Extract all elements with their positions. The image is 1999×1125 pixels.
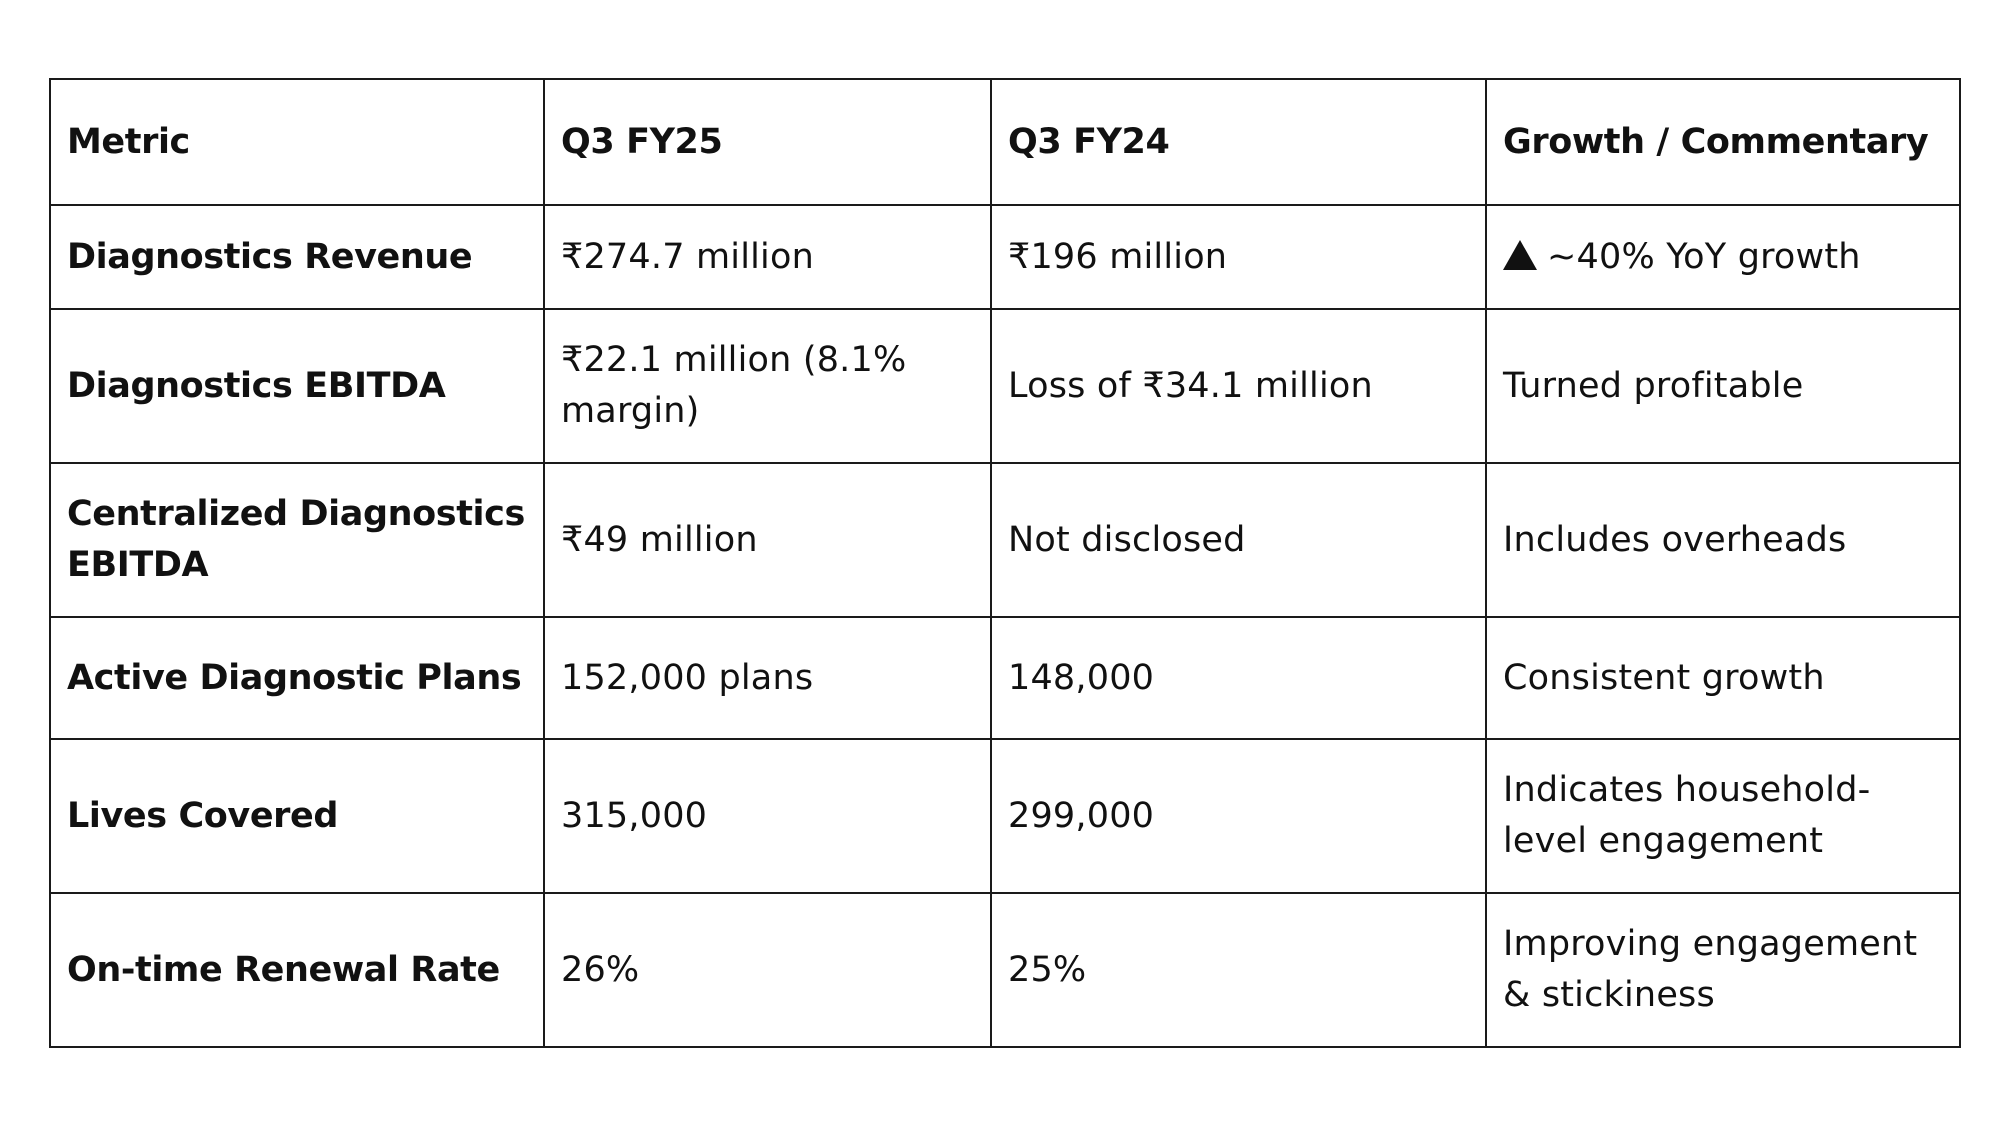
metrics-table-container bbox=[49, 78, 1961, 1048]
commentary-cell: Improving engagement & stickiness bbox=[1486, 893, 1960, 1047]
table-header-row bbox=[50, 79, 1960, 205]
commentary-cell: Consistent growth bbox=[1486, 617, 1960, 739]
q3-fy25-cell: 152,000 plans bbox=[544, 617, 991, 739]
up-triangle-icon bbox=[1503, 240, 1537, 270]
header-q3-fy24: Q3 FY24 bbox=[991, 79, 1486, 205]
header-growth-commentary: Growth / Commentary bbox=[1486, 79, 1960, 205]
table-row bbox=[50, 893, 1960, 1047]
q3-fy24-cell: Not disclosed bbox=[991, 463, 1486, 617]
table-row bbox=[50, 463, 1960, 617]
commentary-cell: Includes overheads bbox=[1486, 463, 1960, 617]
table-row bbox=[50, 739, 1960, 893]
q3-fy24-cell: ₹196 million bbox=[991, 205, 1486, 309]
commentary-cell bbox=[1486, 205, 1960, 309]
q3-fy25-cell: ₹274.7 million bbox=[544, 205, 991, 309]
q3-fy25-cell: 315,000 bbox=[544, 739, 991, 893]
table-row bbox=[50, 205, 1960, 309]
commentary-cell: Turned profitable bbox=[1486, 309, 1960, 463]
q3-fy25-cell: ₹49 million bbox=[544, 463, 991, 617]
metric-cell: Diagnostics EBITDA bbox=[50, 309, 544, 463]
q3-fy24-cell: 299,000 bbox=[991, 739, 1486, 893]
q3-fy25-cell: ₹22.1 million (8.1% margin) bbox=[544, 309, 991, 463]
metric-cell: On-time Renewal Rate bbox=[50, 893, 544, 1047]
q3-fy24-cell: 25% bbox=[991, 893, 1486, 1047]
metric-cell: Diagnostics Revenue bbox=[50, 205, 544, 309]
q3-fy24-cell: Loss of ₹34.1 million bbox=[991, 309, 1486, 463]
q3-fy25-cell: 26% bbox=[544, 893, 991, 1047]
q3-fy24-cell: 148,000 bbox=[991, 617, 1486, 739]
header-q3-fy25: Q3 FY25 bbox=[544, 79, 991, 205]
header-metric: Metric bbox=[50, 79, 544, 205]
metric-cell: Lives Covered bbox=[50, 739, 544, 893]
table-row bbox=[50, 617, 1960, 739]
table-row bbox=[50, 309, 1960, 463]
commentary-cell: Indicates household-level engagement bbox=[1486, 739, 1960, 893]
diagnostics-metrics-table bbox=[49, 78, 1961, 1048]
metric-cell: Active Diagnostic Plans bbox=[50, 617, 544, 739]
commentary-text: ~40% YoY growth bbox=[1547, 236, 1861, 277]
metric-cell: Centralized Diagnostics EBITDA bbox=[50, 463, 544, 617]
